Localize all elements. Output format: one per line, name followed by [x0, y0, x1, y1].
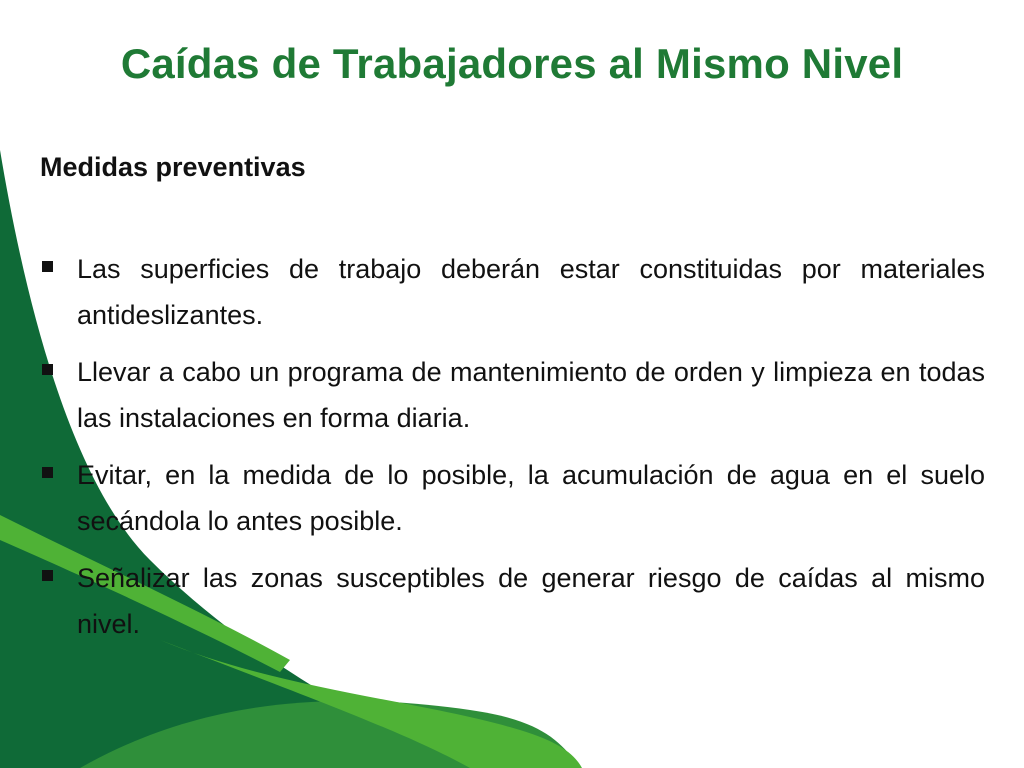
- bullet-item: [40, 555, 985, 647]
- section-subtitle: Medidas preventivas: [40, 152, 306, 182]
- bullet-item: [40, 452, 985, 544]
- square-bullet-icon: [42, 364, 53, 375]
- square-bullet-icon: [42, 467, 53, 478]
- bullet-list: [40, 246, 985, 658]
- slide-title: Caídas de Trabajadores al Mismo Nivel: [120, 40, 904, 87]
- bullet-text: Las superficies de trabajo deberán estar constituidas por materiales antideslizantes.: [77, 254, 985, 330]
- square-bullet-icon: [42, 570, 53, 581]
- bullet-text: Llevar a cabo un programa de mantenimiento de orden y limpieza en todas las instalaciones en forma diaria.: [77, 357, 985, 433]
- bullet-item: [40, 246, 985, 338]
- square-bullet-icon: [42, 261, 53, 272]
- bullet-text: Señalizar las zonas susceptibles de generar riesgo de caídas al mismo nivel.: [77, 563, 985, 639]
- bullet-text: Evitar, en la medida de lo posible, la acumulación de agua en el suelo secándola lo antes posible.: [77, 460, 985, 536]
- bullet-item: [40, 349, 985, 441]
